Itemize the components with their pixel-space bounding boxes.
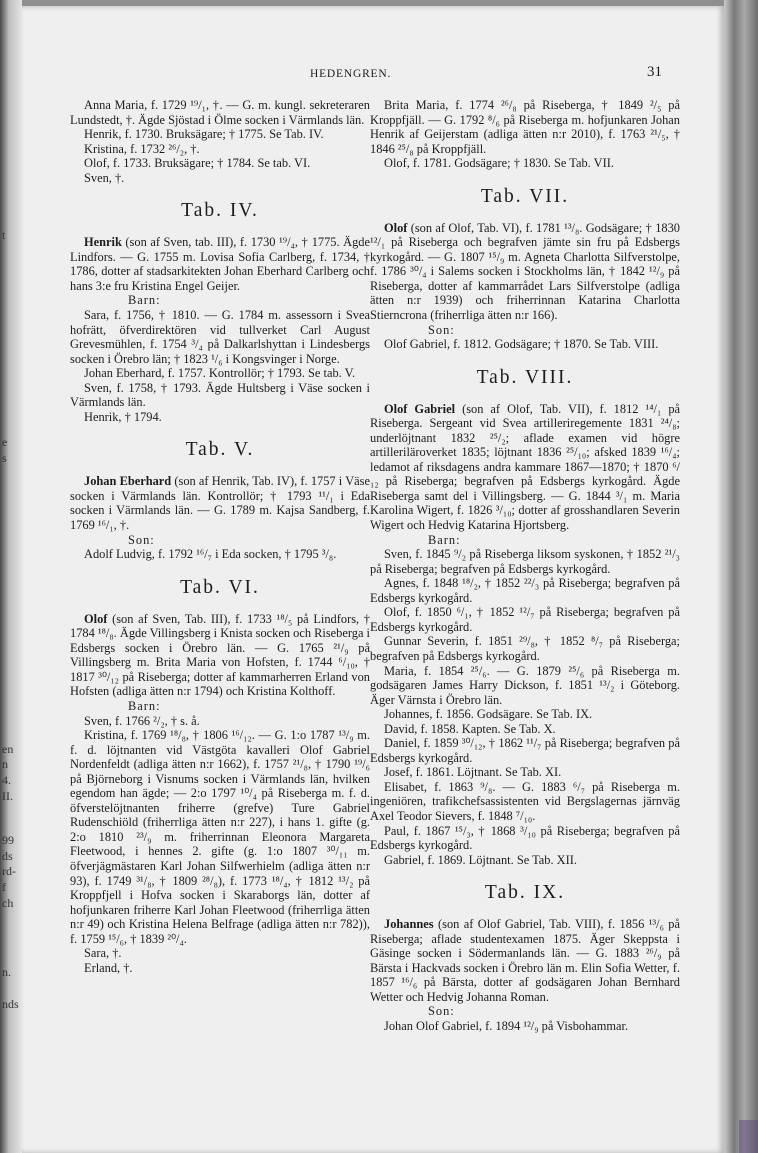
entry-name: Johan Eberhard [84, 474, 172, 489]
entry-line: Johannes, f. 1856. Godsägare. Se Tab. IX. [384, 707, 593, 722]
entry-line: Paul, f. 1867 ¹⁵/₃, † 1868 ³/₁₀ på Riseberga; begrafven på Edsbergs kyrkogård. [370, 823, 680, 853]
page-number: 31 [647, 64, 662, 80]
margin-fragment: 99 [2, 833, 14, 847]
entry-line: Sven, f. 1845 ⁹/₂ på Riseberga liksom syskonen, † 1852 ²¹/₃ på Riseberga; begrafven på Edsbergs kyrkogård. [370, 547, 680, 576]
margin-fragment: rd- [2, 864, 16, 878]
right-column [370, 98, 680, 1034]
entry-line: Henrik, f. 1730. Bruksägare; † 1775. Se Tab. IV. [84, 127, 324, 142]
entry-line: Anna Maria, f. 1729 ¹⁹/₁, †. — G. m. kungl. sekreteraren Lundstedt, †. Ägde Sjöstad i Ölme socken i Värmlands län. [70, 98, 370, 127]
entry-line: Gabriel, f. 1869. Löjtnant. Se Tab. XII. [384, 852, 577, 867]
margin-fragment: nds [2, 997, 19, 1011]
entry-text: (son af Olof, Tab. VII), f. 1812 ¹⁴/₁ på Riseberga. Sergeant vid Svea artilleriregemente 1831 ²⁴/₈; underlöjtnant 1832 ²⁵/₂; aflade examen vid högre artilleriläroverket 1835; löjtnant 1836 ²⁵/₁₀; afsked 1839 ¹⁶/₄; ledamot af riksdagens andra kammare 1867—1870; † 1870 ⁶/₁₂ på Riseberga; begrafven på Edsbergs kyrkogård. Ägde Riseberga samt del i Villingsberg. — G. 1844 ³/₁ m. Maria Karolina Wigert, f. 1826 ³/₁₀; dotter af grosshandlaren Severin Wigert och Hedvig Katarina Hjortsberg. [370, 401, 681, 533]
margin-fragment: 4. [2, 773, 11, 787]
children-label: Barn: [128, 698, 161, 713]
entry-text: (son af Sven, Tab. III), f. 1733 ¹⁸/₅ på Lindfors, † 1784 ¹⁸/₈. Ägde Villingsberg i Knista socken och Riseberga i Edsbergs socken i Örebro län. — G. 1765 ²¹/₉ på Villingsberg m. Brita Maria von Hofsten, f. 1744 ⁶/₁₀, † 1817 ³⁰/₁₂ på Riseberga; dotter af kammarherren Erland von Hofsten (adliga ätten n:r 1794) och Kristina Kolthoff. [70, 611, 370, 699]
entry-text: (son af Olof Gabriel, Tab. VIII), f. 1856 ¹³/₆ på Riseberga; aflade studentexamen 1875. Äger Skeppsta i Gäsinge socken i Södermanlands län. — G. 1883 ²⁶/₉ på Bärsta i Hackvads socken i Örebro län m. Elin Sofia Wetter, f. 1857 ¹⁶/₆ på Bärsta, dotter af godsägaren Johan Bernhard Wetter och Hedvig Johanna Roman. [370, 917, 680, 1004]
book-page-edge [724, 0, 758, 1153]
entry-line: Maria, f. 1854 ²⁵/₆. — G. 1879 ²⁵/₆ på Riseberga m. godsägaren James Harry Dickson, f. 1851 ¹³/₂ i Göteborg. Äger Värnsta i Örebro län. [370, 663, 680, 707]
running-header: HEDENGREN. [310, 68, 392, 80]
entry-line: Kristina, f. 1769 ¹⁸/₈, † 1806 ¹⁶/₁₂. — G. 1:o 1787 ¹³/₉ m. f. d. löjtnanten vid Västgöta kavalleri Olof Gabriel Nordenfeldt (adliga ätten n:r 1662), f. 1757 ²¹/₈, † 1790 ¹⁹/₆ på Björneborg i Visnums socken i Värmlands län, hvilken egendom han ägde; — 2:o 1797 ¹⁰/₄ på Riseberga m. f. d. öfverstelöjtnanten friherre (grefve) Ture Gabriel Rudenschiöld (friherrliga ätten n:r 227), i hans 1. gifte (g. 2:o 1810 ²³/₉ m. friherrinnan Eleonora Margareta Fleetwood, i hennes 2. gifte (g. 1:o 1807 ³⁰/₁₁ m. öfverjägmästaren Karl Johan Silfwerhielm (adliga ätten n:r 93), f. 1749 ³¹/₈, † 1809 ²⁸/₈), f. 1773 ¹⁸/₄, † 1812 ¹³/₂ på Kroppfjell i Hofva socken i Skaraborgs län, dotter af hofjunkaren friherre Karl Johan Fleetwood (friherrliga ätten n:r 49) och Kristina Helena Belfrage (adliga ätten n:r 782)), f. 1759 ¹⁵/₆, † 1839 ²⁰/₄. [70, 728, 370, 946]
children-label: Son: [428, 322, 455, 337]
entry-line: Henrik, † 1794. [84, 409, 162, 424]
entry-text: (son af Sven, tab. III), f. 1730 ¹⁹/₄, † 1775. Ägde Lindfors. — G. 1755 m. Lovisa Sofia Carlberg, f. 1734, † 1786, dotter af stadsarkitekten Johan Eberhard Carlberg och hans 3:e fru Kristina Engel Geijer. [70, 235, 370, 293]
entry-line: Josef, f. 1861. Löjtnant. Se Tab. XI. [384, 765, 562, 780]
left-column [70, 98, 370, 975]
entry-line: Sven, f. 1758, † 1793. Ägde Hultsberg i Väse socken i Värmlands län. [70, 380, 370, 410]
table-heading: Tab. VIII. [476, 366, 574, 388]
entry-line: Johan Eberhard, f. 1757. Kontrollör; † 1793. Se tab. V. [84, 366, 356, 381]
margin-fragment: f [2, 880, 6, 894]
margin-fragment: II. [2, 789, 13, 803]
entry-line: David, f. 1858. Kapten. Se Tab. X. [384, 721, 556, 736]
entry-paragraph [70, 474, 370, 532]
children-label: Son: [128, 532, 155, 547]
entry-line: Brita Maria, f. 1774 ²⁶/₈ på Riseberga, † 1849 ²/₅ på Kroppfjäll. — G. 1792 ⁸/₆ på Riseberga m. hofjunkaren Johan Henrik af Geijerstam (adliga ätten n:r 2010), f. 1763 ²¹/₅, † 1846 ²⁵/₈ på Kroppfjäll. [370, 98, 680, 156]
entry-line: Olof Gabriel, f. 1812. Godsägare; † 1870. Se Tab. VIII. [384, 337, 659, 352]
margin-fragment: en [2, 742, 14, 756]
entry-line: Sven, f. 1766 ²/₂, † s. å. [84, 713, 200, 728]
left-page-fragments [0, 0, 22, 1153]
entry-line: Adolf Ludvig, f. 1792 ¹⁶/₇ i Eda socken, † 1795 ³/₈. [84, 547, 337, 562]
entry-line: Elisabet, f. 1863 ⁹/₈. — G. 1883 ⁶/₇ på Riseberga m. ingeniören, trafikchefsassistenten vid Bergslagernas järnväg Axel Teodor Sievers, f. 1848 ⁷/₁₀. [370, 779, 680, 823]
entry-line: Olof, f. 1733. Bruksägare; † 1784. Se tab. VI. [84, 156, 311, 171]
margin-fragment: n [2, 757, 8, 771]
entry-paragraph [70, 612, 370, 699]
entry-paragraph [70, 235, 370, 293]
table-heading: Tab. IV. [181, 200, 259, 222]
entry-paragraph [370, 402, 680, 533]
entry-line: Erland, †. [84, 960, 133, 975]
entry-name: Olof [384, 220, 408, 235]
entry-name: Olof Gabriel [384, 401, 456, 416]
entry-line: Sven, †. [84, 170, 125, 185]
entry-name: Olof [84, 611, 108, 626]
entry-line: Agnes, f. 1848 ¹⁸/₂, † 1852 ²²/₃ på Riseberga; begrafven på Edsbergs kyrkogård. [370, 576, 680, 605]
table-heading: Tab. V. [185, 439, 255, 461]
entry-line: Johan Olof Gabriel, f. 1894 ¹²/₉ på Visbohammar. [384, 1018, 629, 1033]
children-label: Barn: [428, 532, 461, 547]
entry-paragraph [370, 221, 680, 323]
entry-paragraph [370, 917, 680, 1004]
entry-line: Daniel, f. 1859 ³⁰/₁₂, † 1862 ¹¹/₇ på Riseberga; begrafven på Edsbergs kyrkogård. [370, 736, 680, 765]
entry-text: (son af Henrik, Tab. IV), f. 1757 i Väse socken i Värmlands län. Kontrollör; † 1793 ¹¹/₁ i Eda socken i Värmlands län. — G. 1789 m. Kajsa Sandberg, f. 1769 ¹⁶/₁, †. [70, 474, 370, 533]
cover-edge [739, 1120, 758, 1153]
margin-fragment: e [2, 435, 8, 449]
margin-fragment: s [2, 451, 7, 465]
table-heading: Tab. VI. [180, 576, 260, 598]
entry-line: Kristina, f. 1732 ²⁶/₂, †. [84, 141, 200, 156]
children-label: Son: [428, 1004, 455, 1019]
entry-line: Sara, f. 1756, † 1810. — G. 1784 m. assessorn i Svea hofrätt, öfverdirektören vid tullverket Carl August Grevesmühlen, f. 1754 ³/₄ på Dalkarlshyttan i Lindesbergs socken i Örebro län; † 1823 ¹/₆ i Kongsvinger i Norge. [70, 308, 370, 366]
children-label: Barn: [128, 293, 161, 308]
entry-name: Henrik [84, 235, 122, 250]
table-heading: Tab. IX. [484, 882, 566, 904]
margin-fragment: ds [2, 849, 13, 863]
margin-fragment: t [2, 228, 6, 242]
entry-line: Sara, †. [84, 946, 122, 961]
entry-line: Gunnar Severin, f. 1851 ²⁹/₈, † 1852 ⁸/₇ på Riseberga; begrafven på Edsbergs kyrkogård. [370, 634, 680, 663]
margin-fragment: n. [2, 965, 11, 979]
entry-text: (son af Olof, Tab. VI), f. 1781 ¹³/₈. Godsägare; † 1830 ¹²/₁ på Riseberga och begrafven jämte sin fru på Edsbergs kyrkogård. — G. 1807 ¹⁵/₉ m. Agneta Charlotta Silfverstolpe, f. 1786 ³⁰/₄ i Salems socken i Stockholms län, † 1842 ¹²/₉ på Riseberga, dotter af kammarrådet Lars Silfverstolpe (adliga ätten n:r 1939) och friherrinnan Katarina Charlotta Stierncrona (friherrliga ätten n:r 166). [370, 220, 680, 323]
margin-fragment: ch [2, 896, 14, 910]
entry-line: Olof, f. 1850 ⁶/₁, † 1852 ¹²/₇ på Riseberga; begrafven på Edsbergs kyrkogård. [370, 605, 680, 634]
book-page [22, 6, 724, 1153]
entry-name: Johannes [384, 917, 434, 932]
entry-line: Olof, f. 1781. Godsägare; † 1830. Se Tab. VII. [384, 156, 614, 171]
table-heading: Tab. VII. [480, 185, 570, 207]
